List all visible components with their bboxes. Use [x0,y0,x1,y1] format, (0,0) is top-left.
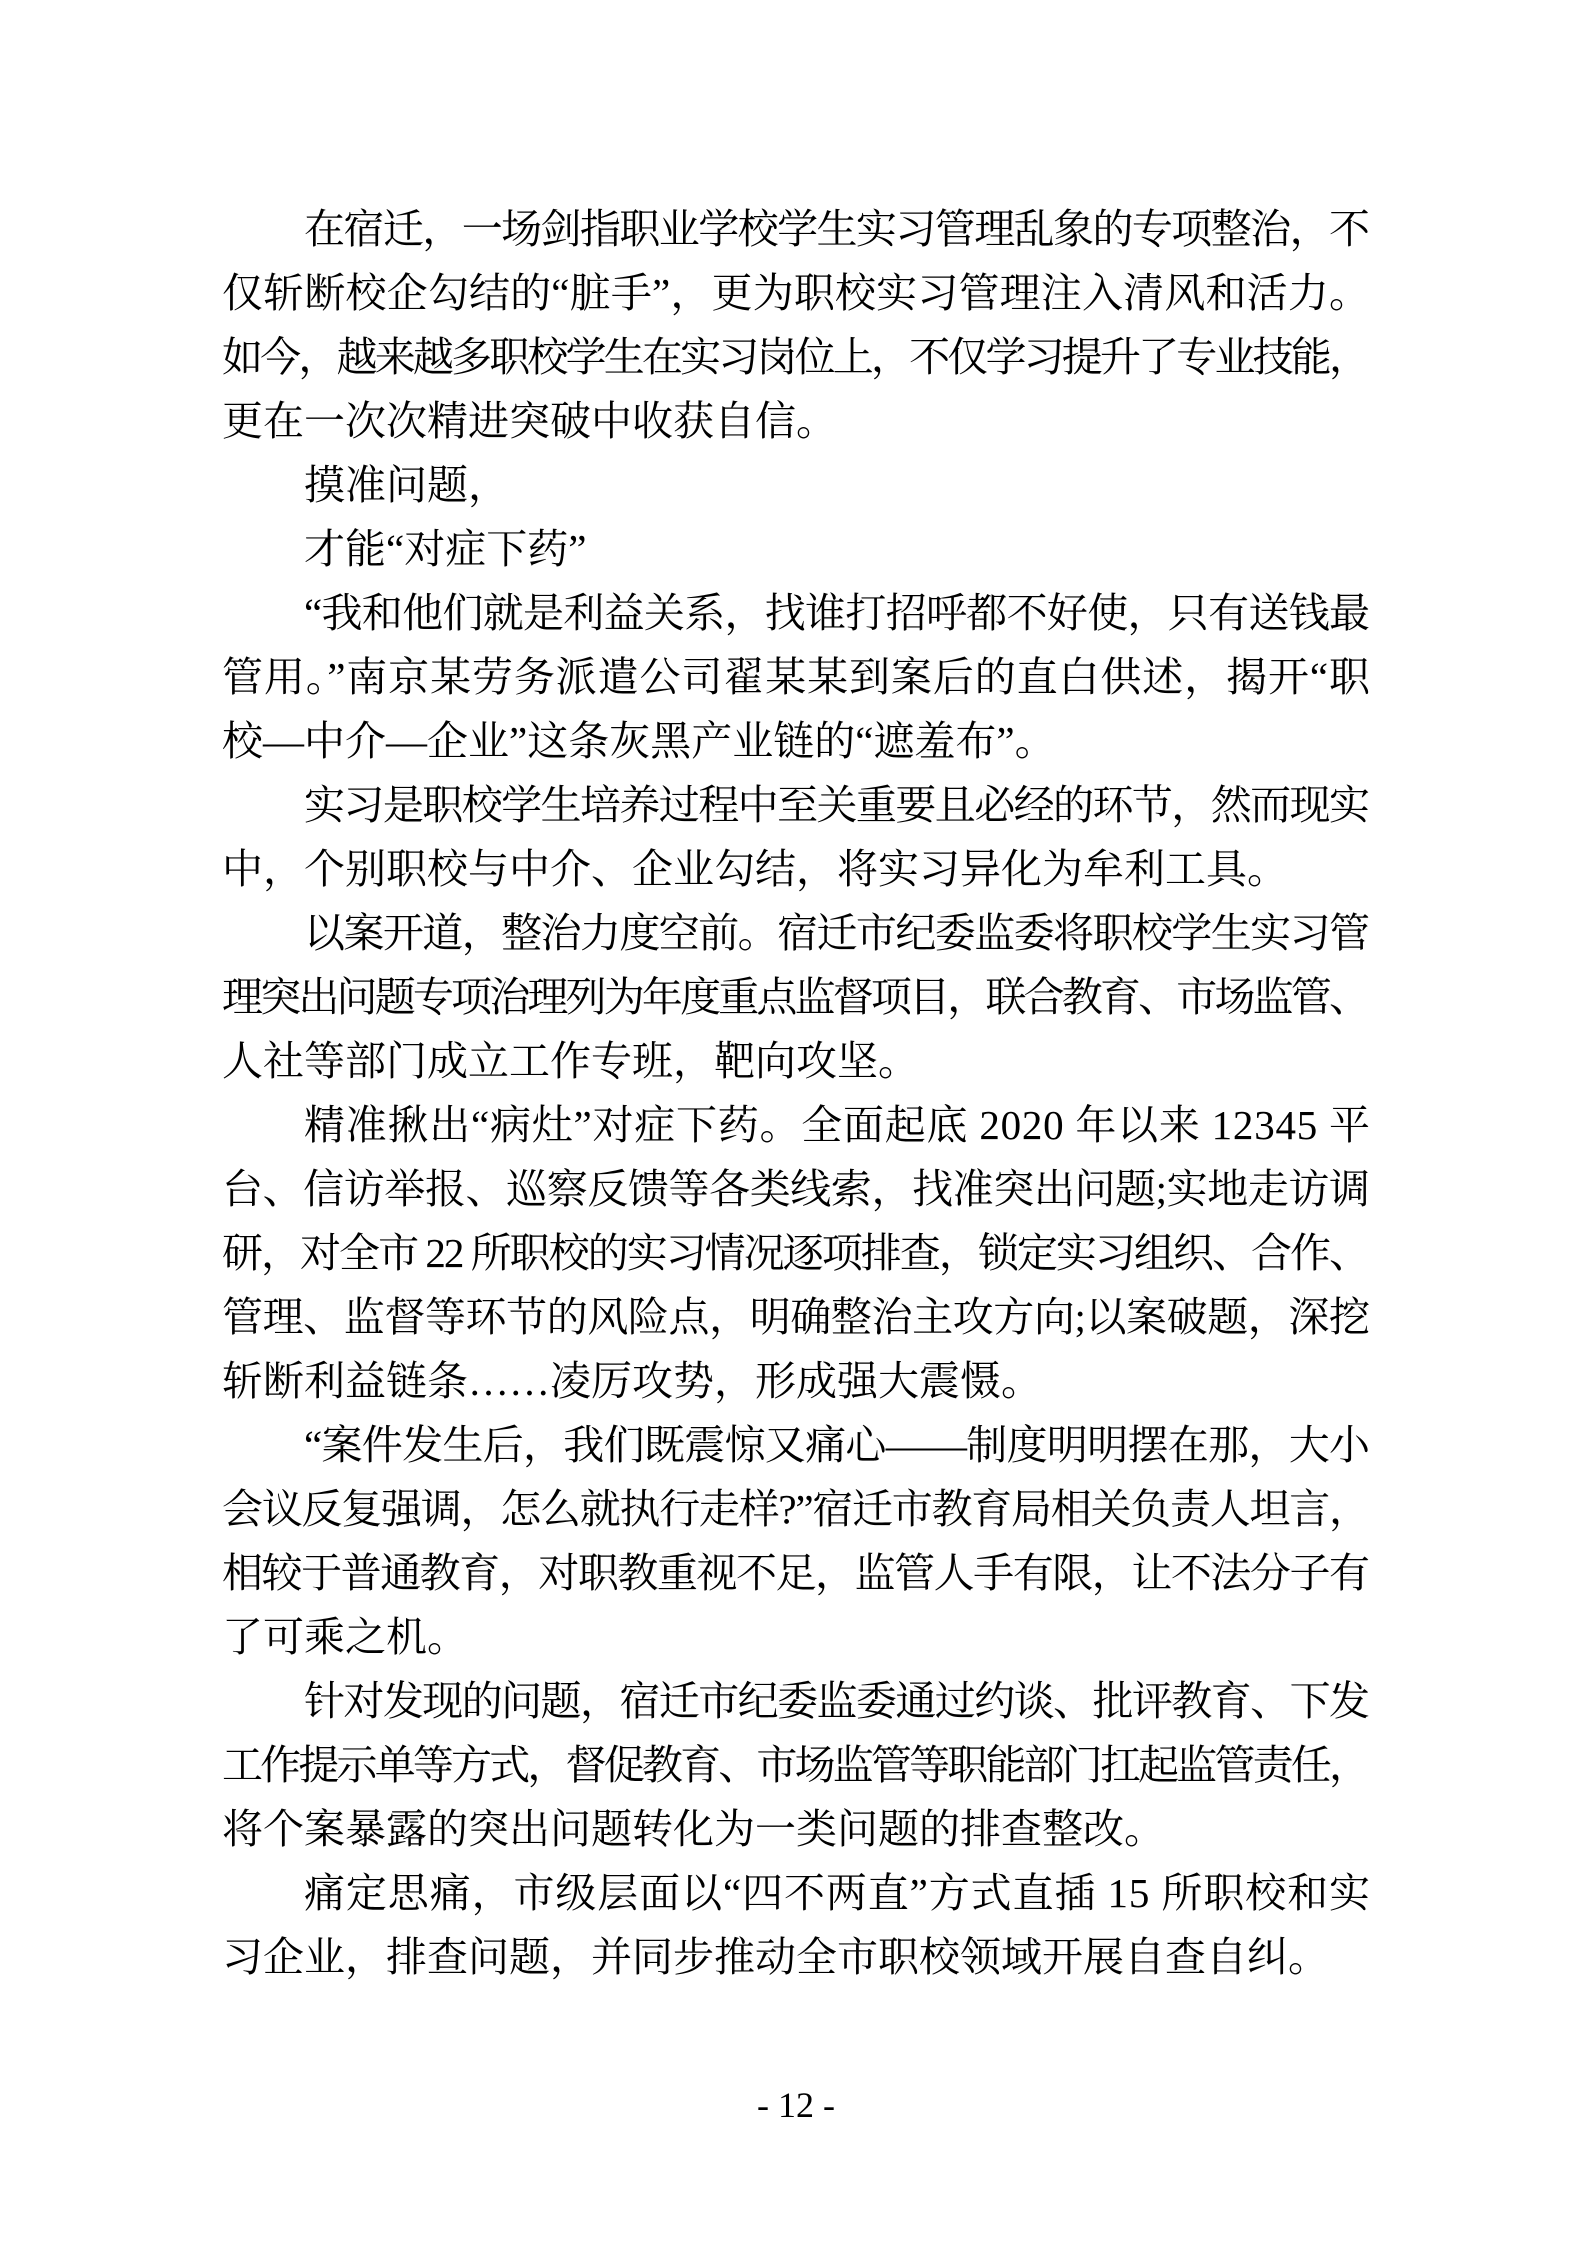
text-line-content: 人社等部门成立工作专班，靶向攻坚。 [222,1038,919,1084]
text-line [222,453,1370,517]
text-line-content: 相较于普通教育，对职教重视不足，监管人手有限，让不法分子有 [222,1550,1369,1596]
page-number [222,2081,1370,2129]
text-line [222,965,1370,1029]
text-line-content: 痛定思痛，市级层面以“四不两直”方式直插 15 所职校和实 [304,1870,1371,1916]
text-line [222,1669,1370,1733]
text-line-content: 以案开道，整治力度空前。宿迁市纪委监委将职校学生实习管 [304,910,1369,956]
text-line [222,389,1370,453]
text-line [222,837,1370,901]
text-line-content: 更在一次次精进突破中收获自信。 [222,398,837,444]
text-line [222,1029,1370,1093]
text-line [222,1925,1370,1989]
text-line [222,709,1370,773]
text-line-content: 中，个别职校与中介、企业勾结，将实习异化为牟利工具。 [222,846,1288,892]
text-line [222,1221,1370,1285]
text-line-content: 工作提示单等方式，督促教育、市场监管等职能部门扛起监管责任， [222,1742,1368,1788]
text-line-content: 校—中介—企业”这条灰黑产业链的“遮羞布”。 [222,718,1056,764]
text-line-content: 才能“对症下药” [304,526,587,572]
text-line-content: 仅斩断校企勾结的“脏手”，更为职校实习管理注入清风和活力。 [222,270,1371,316]
text-line-content: 针对发现的问题，宿迁市纪委监委通过约谈、批评教育、下发 [304,1678,1369,1724]
text-line-content: 了可乘之机。 [222,1614,468,1660]
text-line-content: “我和他们就是利益关系，找谁打招呼都不好使，只有送钱最 [304,590,1370,636]
text-line [222,1157,1370,1221]
text-line [222,261,1370,325]
text-line-content: 在宿迁，一场剑指职业学校学生实习管理乱象的专项整治，不 [304,206,1369,252]
text-line [222,1477,1370,1541]
text-line-content: 实习是职校学生培养过程中至关重要且必经的环节，然而现实 [304,782,1369,828]
text-line-content: “案件发生后，我们既震惊又痛心——制度明明摆在那，大小 [304,1422,1370,1468]
text-line [222,1541,1370,1605]
text-line-content: 将个案暴露的突出问题转化为一类问题的排查整改。 [222,1806,1165,1852]
text-line [222,1605,1370,1669]
text-line [222,1797,1370,1861]
text-line-content: 管用。”南京某劳务派遣公司翟某某到案后的直白供述，揭开“职 [222,654,1371,700]
text-line-content: 斩断利益链条……凌厉攻势，形成强大震慑。 [222,1358,1042,1404]
document-body [222,197,1370,1989]
text-line [222,1413,1370,1477]
text-line [222,645,1370,709]
text-line [222,901,1370,965]
text-line [222,1285,1370,1349]
page-number-text: - 12 - [757,2085,835,2125]
text-line-content: 理突出问题专项治理列为年度重点监督项目，联合教育、市场监管、 [222,974,1368,1020]
text-line-content: 会议反复强调，怎么就执行走样?”宿迁市教育局相关负责人坦言， [222,1486,1369,1532]
text-line-content: 研，对全市 22 所职校的实习情况逐项排查，锁定实习组织、合作、 [222,1230,1369,1276]
text-line-content: 管理、监督等环节的风险点，明确整治主攻方向;以案破题，深挖 [222,1294,1370,1340]
text-line [222,325,1370,389]
text-line [222,581,1370,645]
text-line-content: 精准揪出“病灶”对症下药。全面起底 2020 年以来 12345 平 [304,1102,1371,1148]
text-line [222,1349,1370,1413]
text-line-content: 摸准问题， [304,462,509,508]
text-line-content: 如今，越来越多职校学生在实习岗位上，不仅学习提升了专业技能， [222,334,1368,380]
text-line [222,197,1370,261]
text-line [222,517,1370,581]
text-line [222,773,1370,837]
text-line [222,1861,1370,1925]
text-line-content: 习企业，排查问题，并同步推动全市职校领域开展自查自纠。 [222,1934,1329,1980]
text-line [222,1093,1370,1157]
text-line-content: 台、信访举报、巡察反馈等各类线索，找准突出问题;实地走访调 [222,1166,1370,1212]
text-line [222,1733,1370,1797]
